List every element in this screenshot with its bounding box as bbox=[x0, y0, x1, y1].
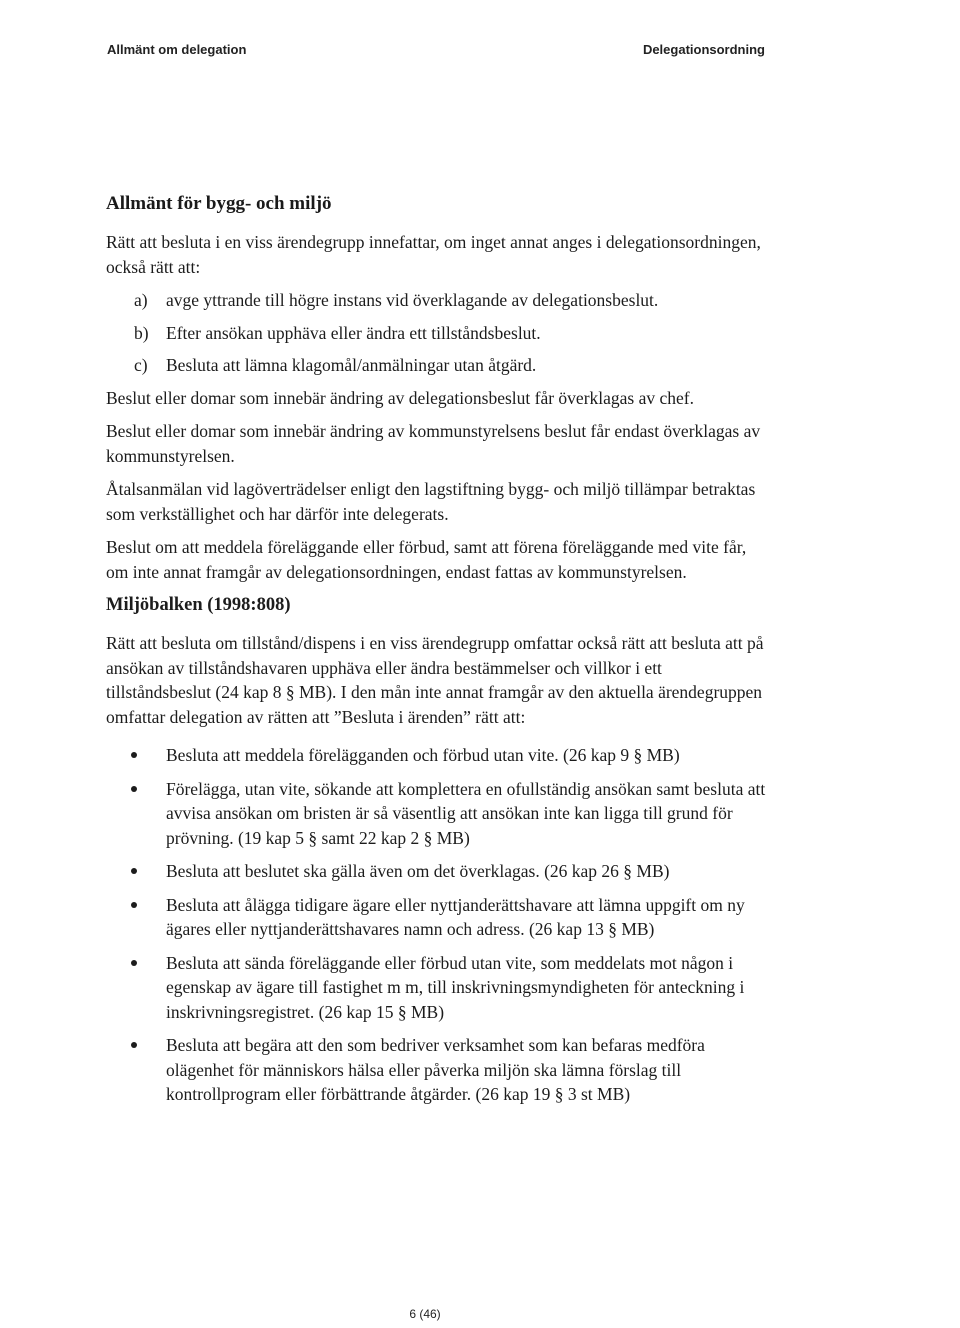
document-body bbox=[106, 192, 766, 1116]
bullet-item bbox=[106, 743, 766, 768]
page-number: 6 (46) bbox=[409, 1307, 441, 1321]
bullet-icon bbox=[106, 893, 166, 942]
bullet-item-text: Besluta att meddela förelägganden och förbud utan vite. (26 kap 9 § MB) bbox=[166, 745, 680, 765]
bullet-icon bbox=[106, 777, 166, 851]
paragraph: Beslut eller domar som innebär ändring av delegationsbeslut får överklagas av chef. bbox=[106, 387, 694, 408]
page-footer bbox=[0, 1307, 850, 1321]
paragraph: Beslut om att meddela föreläggande eller förbud, samt att förena föreläggande med vite får, om inte annat framgår av delegationsordningen, endast fattas av kommunstyrelsen. bbox=[106, 537, 747, 582]
lettered-list bbox=[106, 288, 766, 377]
list-marker: b) bbox=[134, 322, 149, 343]
list-item-text: Besluta att lämna klagomål/anmälningar utan åtgärd. bbox=[166, 355, 537, 375]
header-document-title: Delegationsordning bbox=[642, 42, 765, 57]
list-item-text: avge yttrande till högre instans vid överklagande av delegationsbeslut. bbox=[166, 290, 659, 310]
bullet-icon bbox=[106, 1033, 166, 1107]
section-heading-miljobalken: Miljöbalken (1998:808) bbox=[106, 595, 291, 615]
page-header bbox=[107, 42, 765, 62]
bullet-item-text: Besluta att ålägga tidigare ägare eller nyttjanderättshavare att lämna uppgift om ny ägares eller nyttjanderättshavares namn och adress. (26 kap 13 § MB) bbox=[166, 894, 745, 939]
list-item bbox=[106, 321, 766, 345]
bullet-item-text: Besluta att begära att den som bedriver verksamhet som kan befaras medföra olägenhet för människors hälsa eller påverka miljön ska lämna förslag till kontrollprogram eller förbättrande åtgärder. (26 kap 19 § 3 st MB) bbox=[166, 1035, 705, 1104]
bullet-icon bbox=[106, 743, 166, 768]
list-marker: c) bbox=[134, 355, 148, 375]
list-item bbox=[106, 353, 766, 377]
bullet-item-text: Besluta att sända föreläggande eller förbud utan vite, som meddelats mot någon i egenskap av ägare till fastighet m m, till inskrivningsmyndigheten för anteckning i inskrivningsregistret. (26 kap 15 § MB) bbox=[166, 952, 745, 1022]
paragraph: Beslut eller domar som innebär ändring av kommunstyrelsens beslut får endast överklagas av kommunstyrelsen. bbox=[106, 421, 761, 466]
bullet-item bbox=[106, 1033, 766, 1107]
bullet-icon bbox=[106, 951, 166, 1025]
bullet-list bbox=[106, 743, 766, 1107]
bullet-icon bbox=[106, 859, 166, 884]
bullet-item bbox=[106, 951, 766, 1025]
bullet-item bbox=[106, 777, 766, 851]
paragraph-intro: Rätt att besluta i en viss ärendegrupp innefattar, om inget annat anges i delegationsordningen, också rätt att: bbox=[106, 232, 761, 277]
bullet-item-text: Besluta att beslutet ska gälla även om det överklagas. (26 kap 26 § MB) bbox=[166, 861, 670, 881]
bullet-item-text: Förelägga, utan vite, sökande att komplettera en ofullständig ansökan samt besluta att avvisa ansökan om bristen är så väsentlig att ansökan inte kan ligga till grund för prövning. (19 kap 5 § samt 22 kap 2 § MB) bbox=[166, 778, 766, 848]
list-item-text: Efter ansökan upphäva eller ändra ett tillståndsbeslut. bbox=[166, 322, 541, 343]
list-marker: a) bbox=[134, 290, 148, 310]
paragraph: Åtalsanmälan vid lagöverträdelser enligt den lagstiftning bygg- och miljö tillämpar betraktas som verkställighet och har därför inte delegerats. bbox=[106, 479, 756, 524]
paragraph-intro: Rätt att besluta om tillstånd/dispens i en viss ärendegrupp omfattar också rätt att besluta att på ansökan av tillståndshavaren upphäva eller ändra bestämmelser och villkor i ett tillståndsbeslut (24 kap 8 § MB). I den mån inte annat framgår av den aktuella ärendegruppen omfattar delegation av rätten att ”Besluta i ärenden” rätt att: bbox=[106, 633, 764, 727]
list-item bbox=[106, 288, 766, 312]
header-section-title: Allmänt om delegation bbox=[107, 42, 247, 57]
bullet-item bbox=[106, 859, 766, 884]
section-heading-general: Allmänt för bygg- och miljö bbox=[106, 193, 332, 214]
bullet-item bbox=[106, 893, 766, 942]
